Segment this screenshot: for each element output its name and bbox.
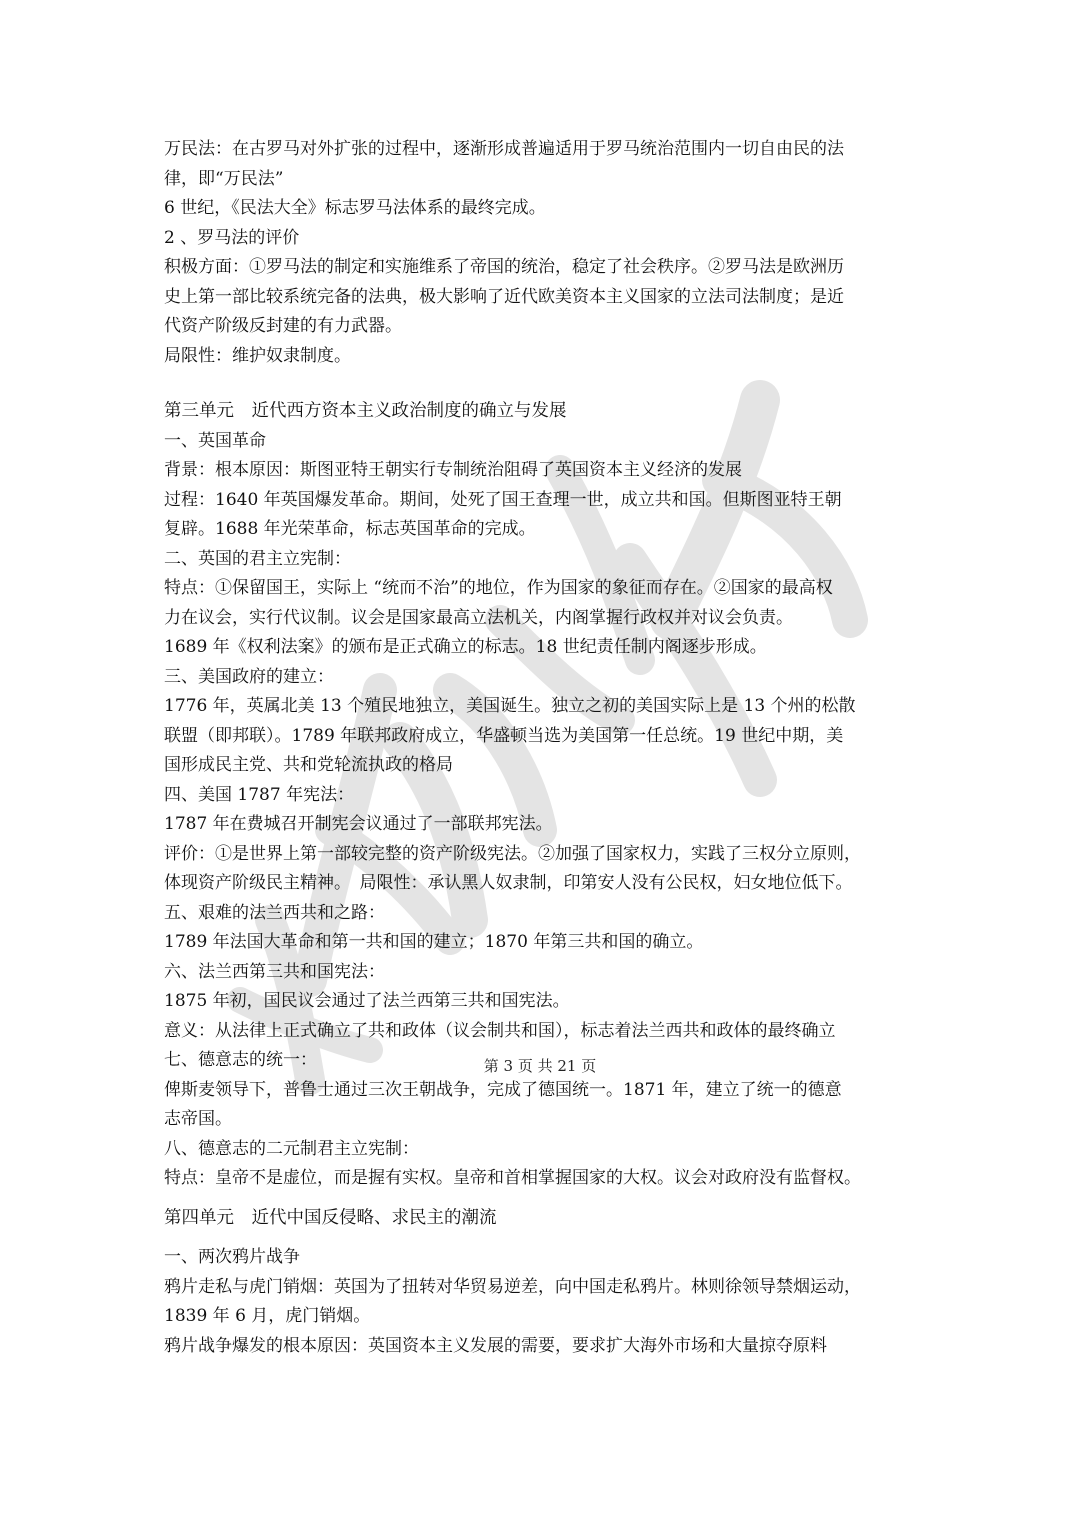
text-line: 史上第一部比较系统完备的法典，极大影响了近代欧美资本主义国家的立法司法制度；是近 bbox=[164, 286, 844, 307]
section-heading: 八、德意志的二元制君主立宪制： bbox=[164, 1138, 419, 1159]
section-heading: 一、英国革命 bbox=[164, 430, 266, 451]
spacer bbox=[164, 1233, 924, 1243]
text-line: 力在议会，实行代议制。议会是国家最高立法机关，内阁掌握行政权并对议会负责。 bbox=[164, 607, 793, 628]
section-heading: 四、美国 1787 年宪法： bbox=[164, 784, 355, 805]
text-line: 联盟（即邦联）。1789 年联邦政府成立，华盛顿当选为美国第一任总统。19 世纪中期，美 bbox=[164, 725, 844, 746]
spacer bbox=[164, 371, 924, 397]
text-line: 志帝国。 bbox=[164, 1109, 232, 1129]
text-line: 1689 年《权利法案》的颁布是正式确立的标志。18 世纪责任制内阁逐步形成。 bbox=[164, 637, 767, 657]
text-line: 1839 年 6 月，虎门销烟。 bbox=[164, 1306, 371, 1326]
section-heading: 2 、罗马法的评价 bbox=[164, 227, 300, 248]
text-line: 代资产阶级反封建的有力武器。 bbox=[164, 316, 402, 336]
text-line: 特点：①保留国王，实际上 “统而不治”的地位，作为国家的象征而存在。②国家的最高权 bbox=[164, 578, 833, 598]
text-line: 体现资产阶级民主精神。 局限性：承认黑人奴隶制，印第安人没有公民权，妇女地位低下。 bbox=[164, 873, 853, 893]
text-line: 1776 年，英属北美 13 个殖民地独立，美国诞生。独立之初的美国实际上是 13 个州的松散 bbox=[164, 696, 856, 716]
unit-heading: 第三单元 近代西方资本主义政治制度的确立与发展 bbox=[164, 401, 567, 421]
text-line: 1787 年在费城召开制宪会议通过了一部联邦宪法。 bbox=[164, 814, 553, 834]
section-heading: 三、美国政府的建立： bbox=[164, 666, 334, 687]
text-line: 国形成民主党、共和党轮流执政的格局 bbox=[164, 755, 453, 775]
text-line: 局限性：维护奴隶制度。 bbox=[164, 345, 351, 366]
text-line: 1875 年初，国民议会通过了法兰西第三共和国宪法。 bbox=[164, 991, 570, 1011]
text-line: 6 世纪，《民法大全》标志罗马法体系的最终完成。 bbox=[164, 198, 546, 218]
section-heading: 五、艰难的法兰西共和之路： bbox=[164, 902, 385, 923]
text-line: 俾斯麦领导下，普鲁士通过三次王朝战争，完成了德国统一。1871 年，建立了统一的德意 bbox=[164, 1079, 842, 1100]
section-heading: 七、德意志的统一： bbox=[164, 1050, 317, 1070]
section-heading: 六、法兰西第三共和国宪法： bbox=[164, 961, 385, 982]
text-line: 鸦片走私与虎门销烟：英国为了扭转对华贸易逆差，向中国走私鸦片。林则徐领导禁烟运动， bbox=[164, 1276, 861, 1297]
text-line: 积极方面：①罗马法的制定和实施维系了帝国的统治，稳定了社会秩序。②罗马法是欧洲历 bbox=[164, 257, 844, 277]
document-body bbox=[164, 135, 924, 1361]
text-line: 鸦片战争爆发的根本原因：英国资本主义发展的需要，要求扩大海外市场和大量掠夺原料 bbox=[164, 1335, 827, 1356]
text-line: 意义：从法律上正式确立了共和政体（议会制共和国），标志着法兰西共和政体的最终确立 bbox=[164, 1020, 836, 1041]
section-heading: 二、英国的君主立宪制： bbox=[164, 548, 351, 569]
page-number-footer: 第 3 页 共 21 页 bbox=[483, 1057, 597, 1075]
text-line: 万民法：在古罗马对外扩张的过程中，逐渐形成普遍适用于罗马统治范围内一切自由民的法 bbox=[164, 139, 844, 159]
text-line: 律，即“万民法” bbox=[164, 168, 284, 189]
unit-heading: 第四单元 近代中国反侵略、求民主的潮流 bbox=[164, 1207, 497, 1228]
spacer bbox=[164, 1194, 924, 1204]
text-line: 特点：皇帝不是虚位，而是握有实权。皇帝和首相掌握国家的大权。议会对政府没有监督权。 bbox=[164, 1168, 861, 1188]
section-heading: 一、两次鸦片战争 bbox=[164, 1247, 300, 1267]
text-line: 评价：①是世界上第一部较完整的资产阶级宪法。②加强了国家权力，实践了三权分立原则， bbox=[164, 843, 861, 864]
text-line: 复辟。1688 年光荣革命，标志英国革命的完成。 bbox=[164, 519, 536, 539]
text-line: 过程：1640 年英国爆发革命。期间，处死了国王查理一世，成立共和国。但斯图亚特王朝 bbox=[164, 489, 842, 510]
text-line: 1789 年法国大革命和第一共和国的建立；1870 年第三共和国的确立。 bbox=[164, 932, 704, 952]
text-line: 背景：根本原因：斯图亚特王朝实行专制统治阻碍了英国资本主义经济的发展 bbox=[164, 460, 742, 480]
